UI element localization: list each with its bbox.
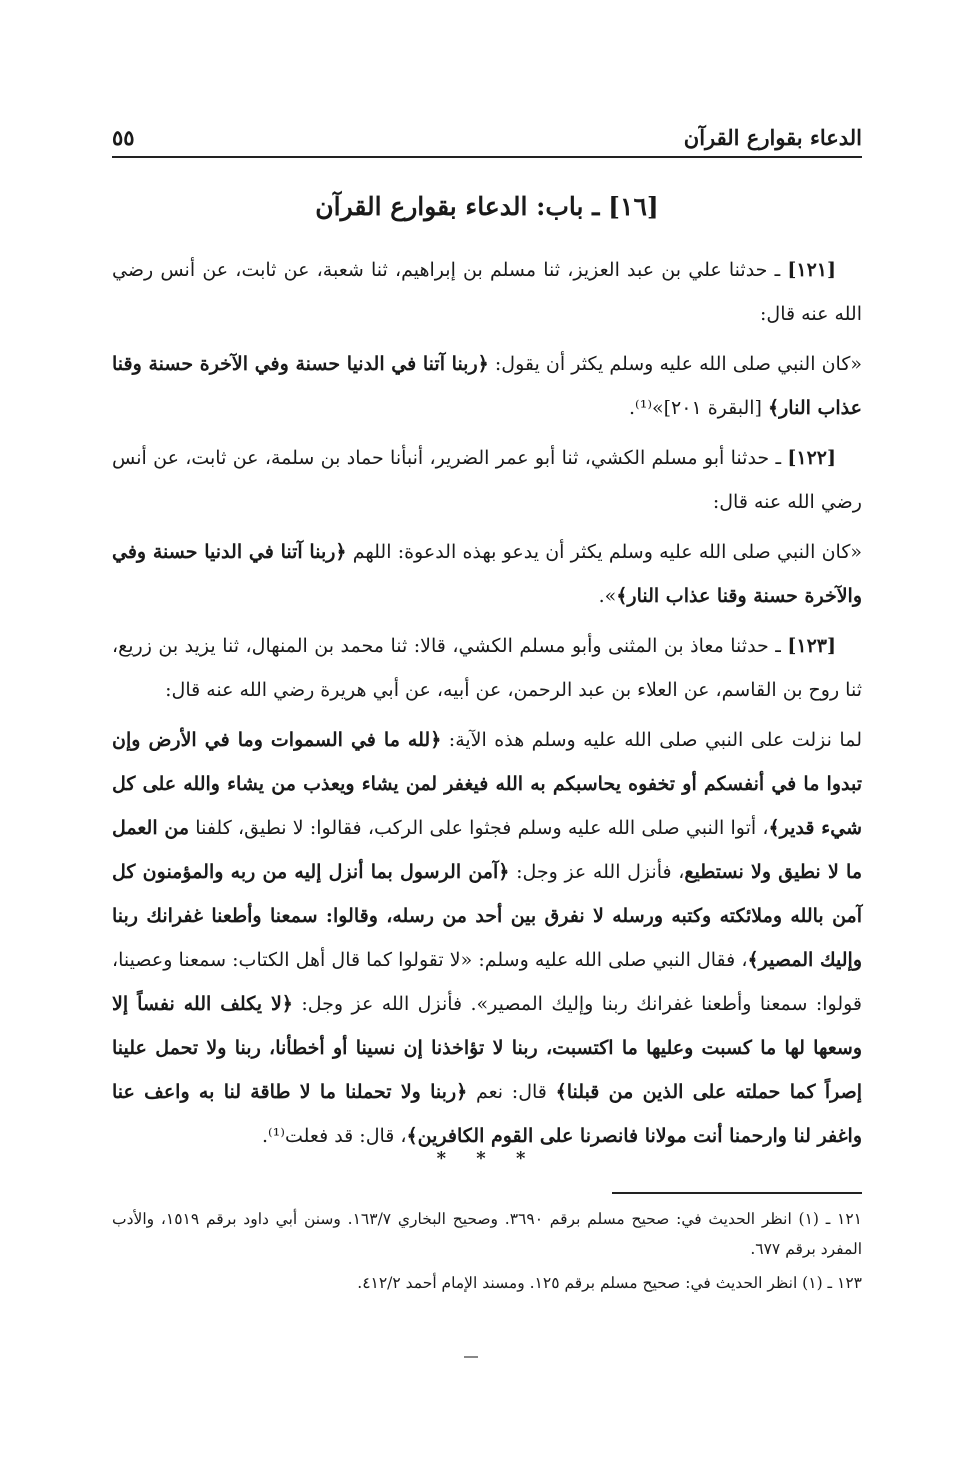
quran-verse: ﴿لله ما في السموات وما في الأرض وإن تبدوا ما في أنفسكم أو تخفوه يحاسبكم به الله فيغفر لمن يشاء ويعذب من يشاء والله على كل شيء قدير﴾ <box>112 729 862 839</box>
main-text <box>112 248 862 1164</box>
hadith-122-matn <box>112 530 862 618</box>
matn-text: ، فأنزل الله عز وجل: <box>509 861 685 883</box>
matn-text: ، فقال النبي صلى الله عليه وسلم: «لا تقولوا كما قال أهل الكتاب: سمعنا وعصينا، قولوا: سمعنا وأطعنا غفرانك ربنا وإليك المصير». فأنزل الله عز وجل: <box>112 949 863 1015</box>
isnad-text: ـ حدثنا أبو مسلم الكشي، ثنا أبو عمر الضرير، أنبأنا حماد بن سلمة، عن ثابت، عن أنس رضي الله عنه قال: <box>112 447 862 513</box>
chapter-title: [١٦] ـ باب: الدعاء بقوارع القرآن <box>315 192 659 221</box>
quran-verse: ﴿ربنا آتنا في الدنيا حسنة وفي الآخرة حسنة وقنا عذاب النار﴾ <box>112 353 862 419</box>
hadith-number: [١٢١] <box>787 259 836 281</box>
footnote-121: ١٢١ ـ (١) انظر الحديث في: صحيح مسلم برقم ٣٦٩٠. وصحيح البخاري ١٦٣/٧. وسنن أبي داود برقم ١٥١٩، والأدب المفرد برقم ٦٧٧. <box>112 1210 862 1258</box>
matn-text: لما نزلت على النبي صلى الله عليه وسلم هذه الآية: <box>441 729 862 751</box>
section-separator: * * * <box>436 1148 538 1169</box>
hadith-123-isnad <box>112 624 862 712</box>
quran-verse: ﴿ربنا ولا تحملنا ما لا طاقة لنا به واعف عنا واغفر لنا وارحمنا أنت مولانا فانصرنا على القوم الكافرين﴾ <box>112 1081 862 1147</box>
matn-text: «كان النبي صلى الله عليه وسلم يكثر أن يقول: <box>488 353 862 375</box>
matn-tail: ». <box>598 585 617 607</box>
matn-text: «كان النبي صلى الله عليه وسلم يكثر أن يدعو بهذه الدعوة: اللهم <box>346 541 862 563</box>
hadith-121-matn <box>112 342 862 430</box>
quran-verse: ﴿لا يكلف الله نفساً إلا وسعها لها ما كسبت وعليها ما اكتسبت، ربنا لا تؤاخذنا إن نسينا أو أخطأنا، ربنا ولا تحمل علينا إصراً كما حملته على الذين من قبلنا﴾ <box>112 993 863 1103</box>
hadith-number: [١٢٢] <box>787 447 836 469</box>
running-header <box>112 118 862 158</box>
hadith-121-isnad <box>112 248 862 336</box>
footnote-123: ١٢٣ ـ (١) انظر الحديث في: صحيح مسلم برقم ١٢٥. ومسند الإمام أحمد ٤١٢/٢. <box>357 1274 862 1292</box>
hadith-122-isnad <box>112 436 862 524</box>
running-title: الدعاء بقوارع القرآن <box>683 125 862 150</box>
footnote-rule <box>612 1192 862 1194</box>
matn-tail: [البقرة ٢٠١]»⁽¹⁾. <box>628 397 768 419</box>
hadith-123-matn <box>112 718 862 1158</box>
matn-tail: ، قال: قد فعلت⁽¹⁾. <box>261 1125 407 1147</box>
scan-mark <box>464 1356 478 1358</box>
matn-text: ، أتوا النبي صلى الله عليه وسلم فجثوا على الركب، فقالوا: لا نطيق، كلفنا <box>189 817 769 839</box>
isnad-text: ـ حدثنا معاذ بن المثنى وأبو مسلم الكشي، قالا: ثنا محمد بن المنهال، ثنا يزيد بن زريع، ثنا روح بن القاسم، عن العلاء بن عبد الرحمن، عن أبيه، عن أبي هريرة رضي الله عنه قال: <box>112 635 862 701</box>
quran-verse: ﴿ربنا آتنا في الدنيا حسنة وفي والآخرة حسنة وقنا عذاب النار﴾ <box>112 541 862 607</box>
quran-verse: ﴿آمن الرسول بما أنزل إليه من ربه والمؤمنون كل آمن بالله وملائكته وكتبه ورسله لا نفرق بين أحد من رسله، وقالوا: سمعنا وأطعنا غفرانك ربنا وإليك المصير﴾ <box>112 861 862 971</box>
matn-text: قال: نعم <box>467 1081 556 1103</box>
page-number: ٥٥ <box>112 125 135 150</box>
footnotes <box>112 1204 862 1302</box>
quoted-phrase: من العمل ما لا نطيق ولا نستطيع <box>112 817 862 883</box>
isnad-text: ـ حدثنا علي بن عبد العزيز، ثنا مسلم بن إبراهيم، ثنا شعبة، عن ثابت، عن أنس رضي الله عنه قال: <box>112 259 862 325</box>
hadith-number: [١٢٣] <box>787 635 836 657</box>
